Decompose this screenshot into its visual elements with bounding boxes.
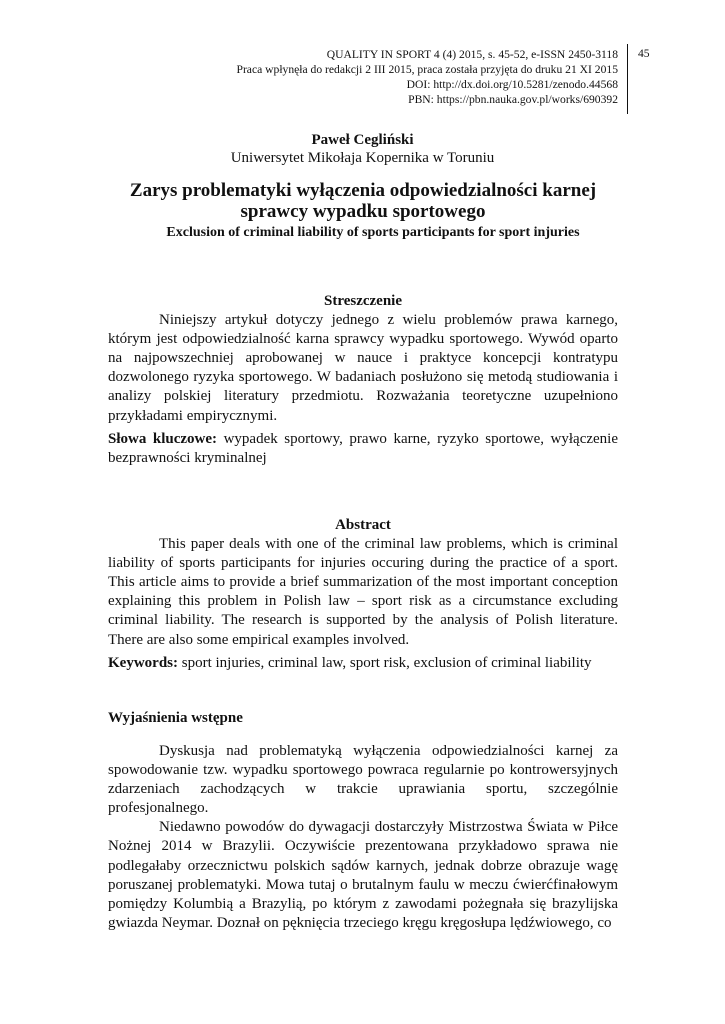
streszczenie-heading: Streszczenie xyxy=(323,293,403,309)
page-number: 45 xyxy=(638,47,650,60)
title-polish: Zarys problematyki wyłączenia odpowiedzialności karnej sprawcy wypadku sportowego xyxy=(129,180,597,222)
header-doi-line: DOI: http://dx.doi.org/10.5281/zenodo.44568 xyxy=(406,78,618,91)
slowa-kluczowe-text: wypadek sportowy, prawo karne, ryzyko sportowe, wyłączenie bezprawności kryminalnej xyxy=(108,431,619,467)
journal-header xyxy=(98,47,618,107)
keywords-text: sport injuries, criminal law, sport risk, exclusion of criminal liability xyxy=(181,655,592,671)
wyjasnienia-heading-block xyxy=(108,709,618,728)
title-block xyxy=(108,180,618,242)
author-affiliation: Uniwersytet Mikołaja Kopernika w Toruniu xyxy=(230,150,495,166)
slowa-kluczowe-label: Słowa kluczowe: xyxy=(108,431,218,447)
header-divider xyxy=(627,44,628,114)
author-block xyxy=(0,131,725,167)
wyjasnienia-paragraph-1: Dyskusja nad problematyką wyłączenia odpowiedzialności karnej za spowodowanie tzw. wypadku sportowego powraca regularnie po kontrowersyjnych zdarzeniach zachodzących w trakcie uprawiania sportu, szczególnie profesjonalnego. xyxy=(108,743,618,817)
abstract-text: This paper deals with one of the criminal law problems, which is criminal liability of sports participants for injuries occuring during the practice of a sport. This article aims to provide a brief summarization of the most important conception explaining this problem in Polish law – sport risk as a circumstance excluding criminal liability. The research is supported by the analysis of Polish literature. There are also some empirical examples involved. xyxy=(108,536,618,648)
keywords-label: Keywords: xyxy=(108,655,178,671)
header-received-line: Praca wpłynęła do redakcji 2 III 2015, praca została przyjęta do druku 21 XI 2015 xyxy=(236,63,618,76)
wyjasnienia-body xyxy=(108,742,618,933)
author-name: Paweł Cegliński xyxy=(311,132,414,148)
header-pbn-line: PBN: https://pbn.nauka.gov.pl/works/690392 xyxy=(408,93,618,106)
abstract-section xyxy=(108,516,618,650)
slowa-kluczowe-section xyxy=(108,430,618,468)
title-english: Exclusion of criminal liability of sports participants for sport injuries xyxy=(166,225,580,240)
wyjasnienia-paragraph-2: Niedawno powodów do dywagacji dostarczyły Mistrzostwa Świata w Piłce Nożnej 2014 w Brazylii. Oczywiście prezentowana przykładowo sprawa nie podlegałaby orzecznictwu polskich sądów karnych, jednak dobrze obrazuje wagę poruszanej problematyki. Mowa tutaj o brutalnym faulu w meczu ćwierćfinałowym pomiędzy Kolumbią a Brazylią, po którym z zawodami pożegnała się brazylijska gwiazda Neymar. Doznał on pęknięcia trzeciego kręgu kręgosłupa lędźwiowego, co xyxy=(108,819,618,931)
streszczenie-section xyxy=(108,292,618,426)
header-journal-line: QUALITY IN SPORT 4 (4) 2015, s. 45-52, e-ISSN 2450-3118 xyxy=(326,48,618,61)
wyjasnienia-heading: Wyjaśnienia wstępne xyxy=(108,710,243,726)
abstract-heading: Abstract xyxy=(335,517,391,533)
keywords-section xyxy=(108,654,618,673)
streszczenie-text: Niniejszy artykuł dotyczy jednego z wielu problemów prawa karnego, którym jest odpowiedzialność karna sprawcy wypadku sportowego. Wywód oparto na najpowszechniej aprobowanej w nauce i praktyce koncepcji kontratypu dozwolonego ryzyka sportowego. W badaniach posłużono się metodą studiowania i analizy polskiej literatury przedmiotu. Rozważania teoretyczne uzupełniono przykładami empirycznymi. xyxy=(108,312,618,424)
